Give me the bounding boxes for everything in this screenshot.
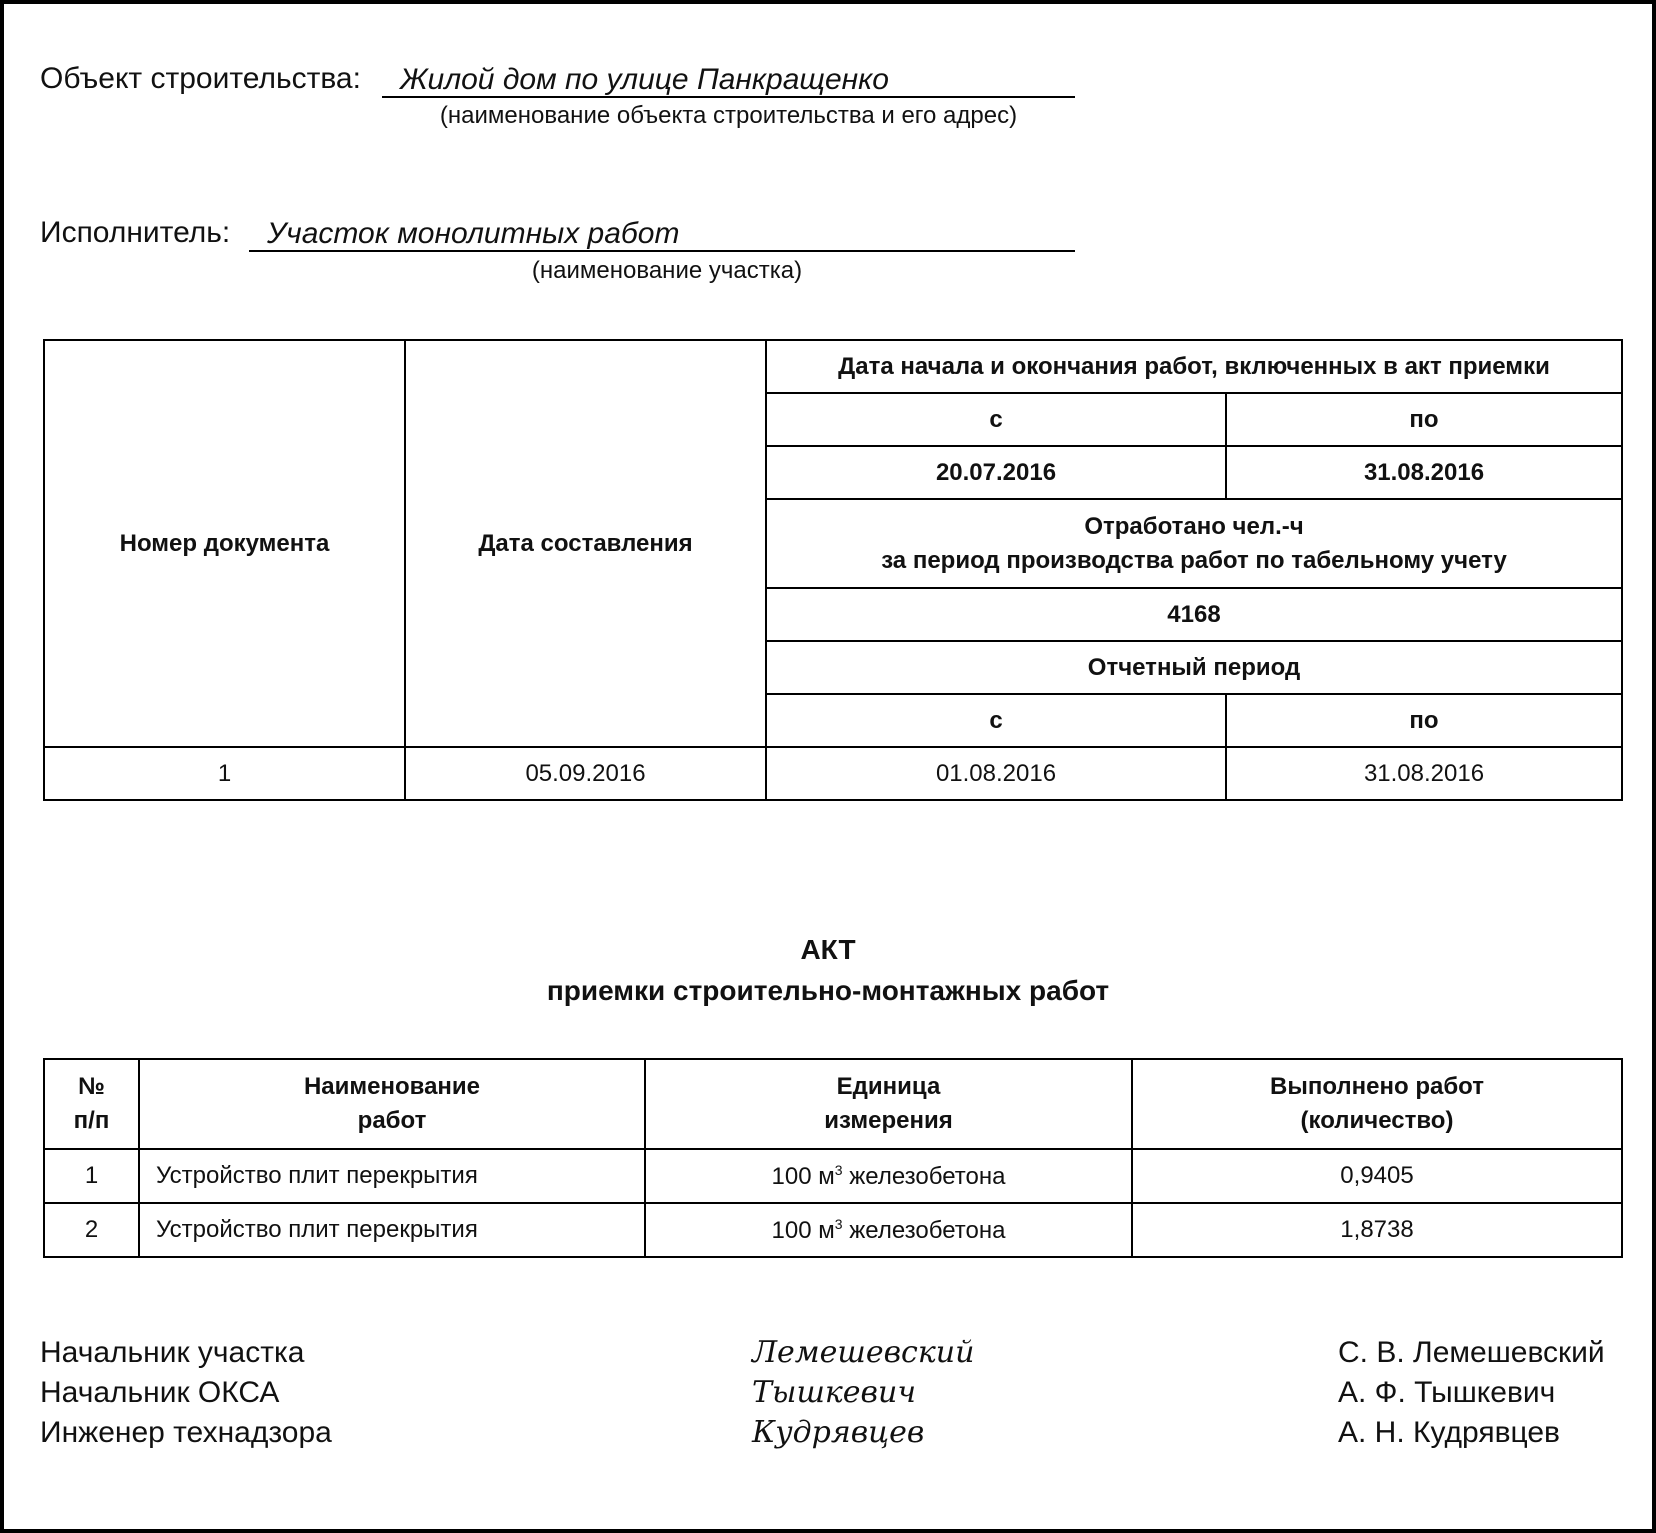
work-start-date: 20.07.2016 (766, 446, 1226, 499)
unit-header (645, 1059, 1132, 1149)
work-from-label: с (766, 393, 1226, 446)
unit-header-line1: Единица (836, 1073, 941, 1100)
object-label: Объект строительства: (40, 62, 361, 95)
num-header (44, 1059, 139, 1149)
object-caption: (наименование объекта строительства и его адрес) (439, 102, 1018, 129)
table-row (44, 1149, 1622, 1203)
act-title (4, 929, 1652, 1011)
row-unit-sup: 3 (834, 1161, 843, 1178)
row-qty: 1,8738 (1132, 1203, 1622, 1257)
row-unit-suffix: железобетона (842, 1216, 1006, 1244)
doc-number-header: Номер документа (44, 340, 405, 747)
sig-name-3: А. Н. Кудрявцев (1338, 1416, 1560, 1449)
report-period-header: Отчетный период (766, 641, 1622, 694)
sig-position-2: Начальник ОКСА (40, 1376, 280, 1409)
info-table (43, 339, 1623, 801)
compile-date: 05.09.2016 (405, 747, 766, 800)
num-header-line2: п/п (73, 1107, 110, 1134)
report-start-date: 01.08.2016 (766, 747, 1226, 800)
report-end-date: 31.08.2016 (1226, 747, 1622, 800)
works-table (43, 1058, 1623, 1258)
works-header-row (44, 1059, 1622, 1149)
name-header (139, 1059, 645, 1149)
row-num: 2 (44, 1203, 139, 1257)
row-unit-sup: 3 (834, 1215, 843, 1232)
row-num: 1 (44, 1149, 139, 1203)
hours-header-line2: за период производства работ по табельному учету (881, 546, 1507, 574)
table-row (44, 1203, 1622, 1257)
object-value: Жилой дом по улице Панкращенко (382, 62, 1075, 98)
hours-value: 4168 (766, 588, 1622, 641)
done-header (1132, 1059, 1622, 1149)
sig-name-1: С. В. Лемешевский (1338, 1336, 1605, 1369)
executor-label: Исполнитель: (40, 216, 231, 249)
row-unit-prefix: 100 м (771, 1162, 835, 1190)
name-header-line2: работ (357, 1107, 427, 1134)
sig-handwritten-3: Кудрявцев (752, 1415, 925, 1450)
compile-date-header: Дата составления (405, 340, 766, 747)
doc-number: 1 (44, 747, 405, 800)
row-unit (645, 1149, 1132, 1203)
hours-header (766, 499, 1622, 588)
act-title-line1: АКТ (800, 934, 856, 965)
done-header-line1: Выполнено работ (1270, 1073, 1484, 1100)
num-header-line1: № (78, 1073, 105, 1100)
name-header-line1: Наименование (303, 1073, 481, 1100)
info-data-row (44, 747, 1622, 800)
work-to-label: по (1226, 393, 1622, 446)
row-unit-prefix: 100 м (771, 1216, 835, 1244)
sig-handwritten-2: Тышкевич (752, 1375, 916, 1410)
sig-position-3: Инженер технадзора (40, 1416, 332, 1449)
row-name: Устройство плит перекрытия (139, 1149, 645, 1203)
report-to-label: по (1226, 694, 1622, 747)
report-from-label: с (766, 694, 1226, 747)
row-name: Устройство плит перекрытия (139, 1203, 645, 1257)
sig-name-2: А. Ф. Тышкевич (1338, 1376, 1556, 1409)
work-dates-header: Дата начала и окончания работ, включенных в акт приемки (766, 340, 1622, 393)
hours-header-line1: Отработано чел.-ч (1084, 512, 1304, 540)
executor-value: Участок монолитных работ (249, 216, 1075, 252)
row-qty: 0,9405 (1132, 1149, 1622, 1203)
executor-caption: (наименование участка) (531, 257, 803, 284)
sig-position-1: Начальник участка (40, 1336, 305, 1369)
row-unit (645, 1203, 1132, 1257)
work-end-date: 31.08.2016 (1226, 446, 1622, 499)
done-header-line2: (количество) (1300, 1107, 1454, 1134)
act-title-line2: приемки строительно-монтажных работ (546, 975, 1110, 1006)
unit-header-line2: измерения (824, 1107, 953, 1134)
row-unit-suffix: железобетона (842, 1162, 1006, 1190)
sig-handwritten-1: Лемешевский (752, 1335, 975, 1370)
